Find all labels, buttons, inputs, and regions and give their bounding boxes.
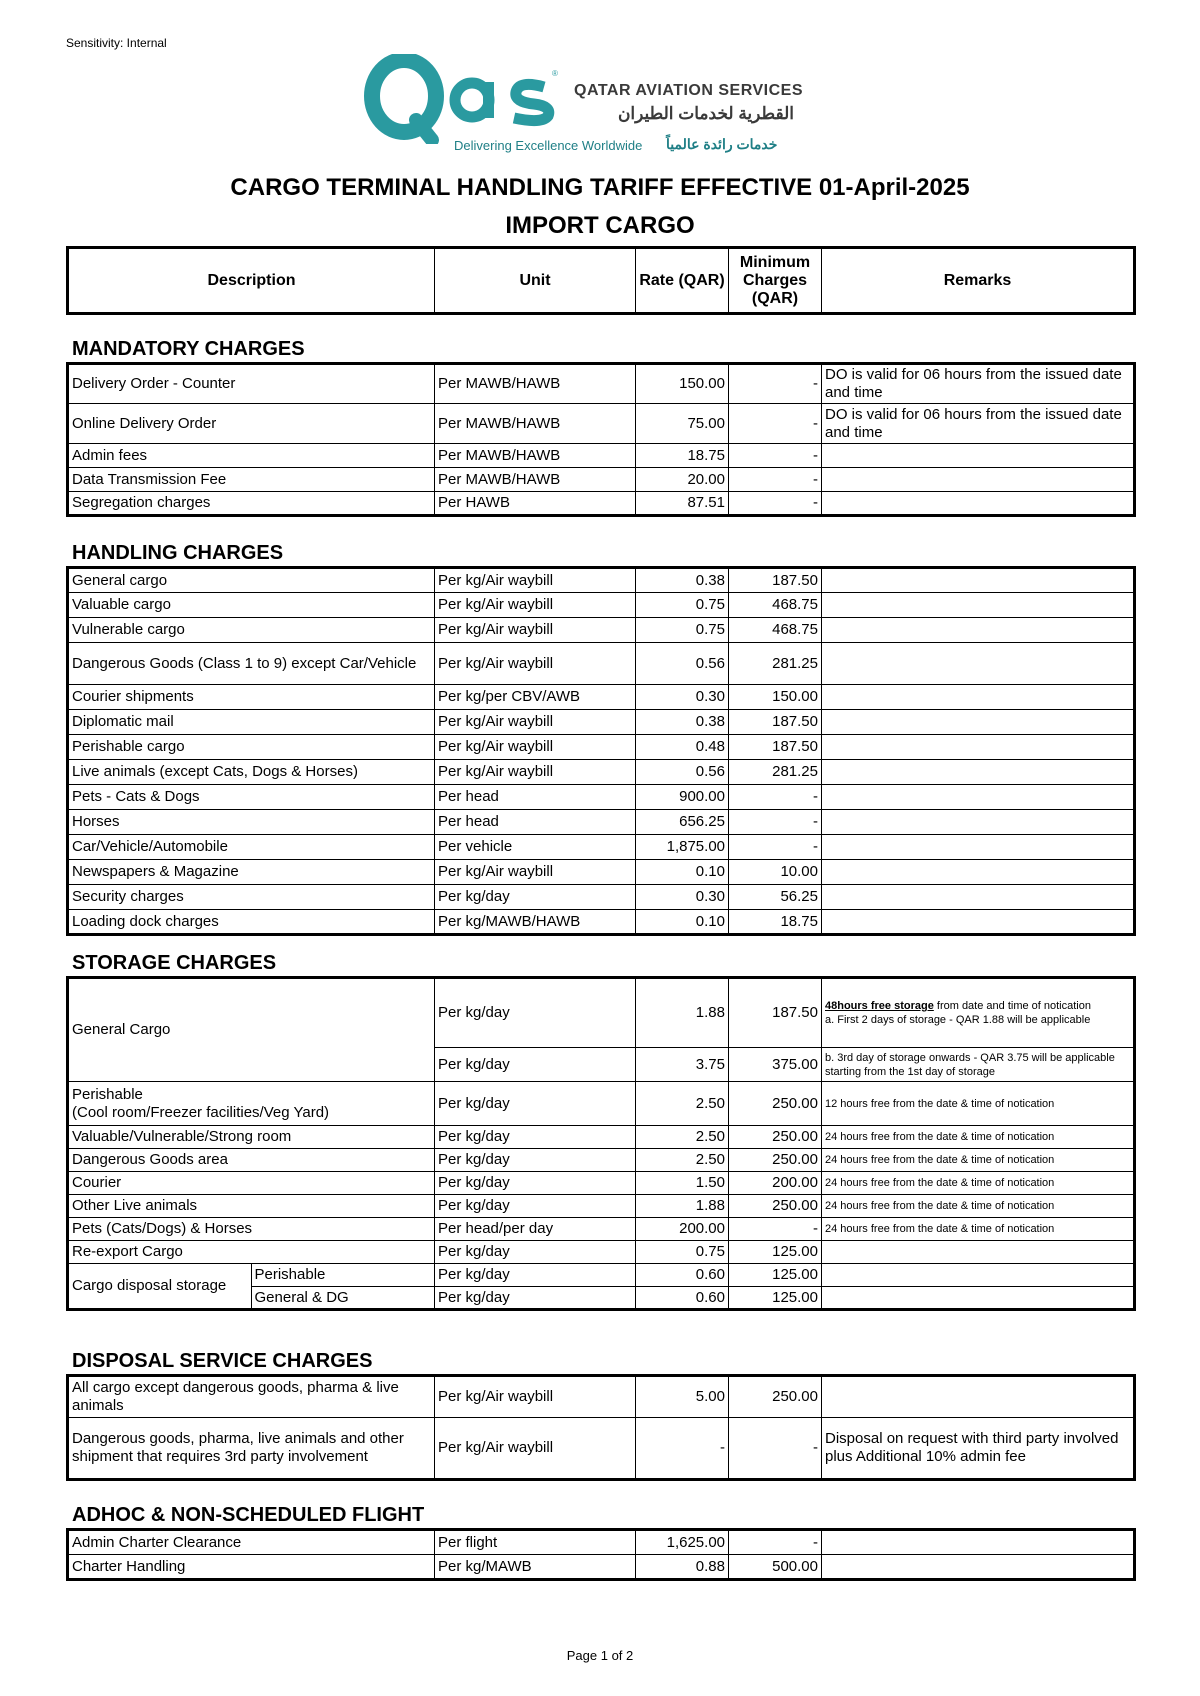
cell-unit: Per head/per day — [435, 1218, 636, 1241]
cell-remarks — [822, 1241, 1135, 1264]
cell-minimum: 187.50 — [729, 978, 822, 1048]
table-row — [68, 1530, 1135, 1555]
cell-minimum: 56.25 — [729, 885, 822, 910]
cell-unit: Per MAWB/HAWB — [435, 468, 636, 492]
cell-rate: 1.88 — [636, 1195, 729, 1218]
page-number: Page 1 of 2 — [566, 1648, 634, 1663]
company-name-en: QATAR AVIATION SERVICES — [574, 82, 803, 99]
cell-remarks: Disposal on request with third party involved plus Additional 10% admin fee — [822, 1418, 1135, 1480]
cell-unit: Per kg/MAWB — [435, 1555, 636, 1580]
section-heading: STORAGE CHARGES — [72, 952, 277, 974]
cell-minimum: - — [729, 444, 822, 468]
cell-remarks — [822, 978, 1135, 1048]
svg-text:®: ® — [552, 69, 558, 78]
cell-rate: 18.75 — [636, 444, 729, 468]
cell-remarks: 24 hours free from the date & time of notication — [822, 1126, 1135, 1149]
table-row — [68, 735, 1135, 760]
cell-unit: Per kg/day — [435, 1172, 636, 1195]
cell-rate: 0.10 — [636, 910, 729, 935]
cell-unit: Per kg/day — [435, 1241, 636, 1264]
cell-rate: 1,875.00 — [636, 835, 729, 860]
cell-minimum: 468.75 — [729, 593, 822, 618]
cell-subcategory: General & DG — [251, 1287, 435, 1310]
section-heading: DISPOSAL SERVICE CHARGES — [72, 1350, 373, 1372]
cell-unit: Per HAWB — [435, 492, 636, 516]
table-row — [68, 492, 1135, 516]
section-heading: HANDLING CHARGES — [72, 542, 284, 564]
cell-description — [68, 1082, 435, 1126]
table-row — [68, 785, 1135, 810]
table-row — [68, 1241, 1135, 1264]
cell-rate: 0.75 — [636, 1241, 729, 1264]
cell-remarks — [822, 760, 1135, 785]
cell-unit: Per head — [435, 785, 636, 810]
cell-minimum: 281.25 — [729, 643, 822, 685]
cell-minimum: 250.00 — [729, 1149, 822, 1172]
cell-rate: - — [636, 1418, 729, 1480]
cell-unit: Per head — [435, 810, 636, 835]
col-minimum: Minimum Charges (QAR) — [729, 248, 822, 314]
cell-description: Perishable cargo — [68, 735, 435, 760]
cell-description: Charter Handling — [68, 1555, 435, 1580]
cell-rate: 656.25 — [636, 810, 729, 835]
cell-description: Data Transmission Fee — [68, 468, 435, 492]
cell-unit: Per kg/day — [435, 1264, 636, 1287]
cell-unit: Per kg/day — [435, 1126, 636, 1149]
cell-remarks — [822, 618, 1135, 643]
cell-remarks — [822, 468, 1135, 492]
cell-minimum: 187.50 — [729, 710, 822, 735]
cell-unit: Per kg/day — [435, 1287, 636, 1310]
table-row — [68, 810, 1135, 835]
cell-minimum: - — [729, 835, 822, 860]
col-unit: Unit — [435, 248, 636, 314]
cell-unit: Per MAWB/HAWB — [435, 444, 636, 468]
page-subtitle: IMPORT CARGO — [505, 212, 695, 239]
table-row — [68, 364, 1135, 404]
cell-remarks — [822, 593, 1135, 618]
cell-remarks — [822, 568, 1135, 593]
table-row — [68, 1195, 1135, 1218]
cell-remarks: DO is valid for 06 hours from the issued date and time — [822, 364, 1135, 404]
disposal-service-table — [66, 1374, 1136, 1481]
cell-remarks — [822, 710, 1135, 735]
table-row — [68, 1555, 1135, 1580]
cell-minimum: 250.00 — [729, 1082, 822, 1126]
table-row — [68, 593, 1135, 618]
col-rate: Rate (QAR) — [636, 248, 729, 314]
cell-description: Dangerous Goods (Class 1 to 9) except Car/Vehicle — [68, 643, 435, 685]
cell-description: Re-export Cargo — [68, 1241, 435, 1264]
cell-remarks: 12 hours free from the date & time of notication — [822, 1082, 1135, 1126]
table-row — [68, 1418, 1135, 1480]
cell-minimum: - — [729, 810, 822, 835]
cell-unit: Per kg/Air waybill — [435, 760, 636, 785]
cell-unit: Per kg/day — [435, 1048, 636, 1082]
cell-unit: Per kg/Air waybill — [435, 568, 636, 593]
table-row — [68, 404, 1135, 444]
cell-minimum: 10.00 — [729, 860, 822, 885]
cell-description: Other Live animals — [68, 1195, 435, 1218]
table-row — [68, 910, 1135, 935]
cell-rate: 5.00 — [636, 1376, 729, 1418]
cell-unit: Per kg/per CBV/AWB — [435, 685, 636, 710]
section-heading: MANDATORY CHARGES — [72, 338, 305, 360]
cell-rate: 3.75 — [636, 1048, 729, 1082]
cell-description: Delivery Order - Counter — [68, 364, 435, 404]
cell-remarks — [822, 785, 1135, 810]
cell-minimum: 250.00 — [729, 1376, 822, 1418]
col-description: Description — [68, 248, 435, 314]
col-remarks: Remarks — [822, 248, 1135, 314]
qas-logo-mark — [364, 54, 574, 144]
description-line: (Cool room/Freezer facilities/Veg Yard) — [72, 1103, 330, 1121]
cell-rate: 75.00 — [636, 404, 729, 444]
cell-remarks: 24 hours free from the date & time of notication — [822, 1172, 1135, 1195]
cell-minimum: 200.00 — [729, 1172, 822, 1195]
table-row — [68, 860, 1135, 885]
cell-rate: 200.00 — [636, 1218, 729, 1241]
cell-subcategory: Perishable — [251, 1264, 435, 1287]
cell-unit: Per kg/Air waybill — [435, 618, 636, 643]
cell-description: Courier shipments — [68, 685, 435, 710]
cell-rate: 900.00 — [636, 785, 729, 810]
cell-rate: 2.50 — [636, 1126, 729, 1149]
cell-remarks: DO is valid for 06 hours from the issued date and time — [822, 404, 1135, 444]
cell-remarks: 24 hours free from the date & time of notication — [822, 1218, 1135, 1241]
cell-remarks — [822, 685, 1135, 710]
cell-remarks — [822, 444, 1135, 468]
cell-rate: 0.56 — [636, 760, 729, 785]
cell-unit: Per kg/MAWB/HAWB — [435, 910, 636, 935]
table-row — [68, 1376, 1135, 1418]
sensitivity-label: Sensitivity: Internal — [66, 36, 167, 50]
table-row — [68, 1126, 1135, 1149]
cell-remarks — [822, 1555, 1135, 1580]
cell-remarks — [822, 1287, 1135, 1310]
table-row — [68, 468, 1135, 492]
company-logo — [364, 54, 824, 164]
table-row — [68, 1082, 1135, 1126]
cell-rate: 0.60 — [636, 1264, 729, 1287]
cell-unit: Per kg/day — [435, 885, 636, 910]
table-row — [68, 835, 1135, 860]
cell-description: All cargo except dangerous goods, pharma & live animals — [68, 1376, 435, 1418]
cell-remarks — [822, 1530, 1135, 1555]
cell-minimum: 281.25 — [729, 760, 822, 785]
cell-rate: 1,625.00 — [636, 1530, 729, 1555]
adhoc-table — [66, 1528, 1136, 1581]
handling-table — [66, 566, 1136, 936]
cell-rate: 87.51 — [636, 492, 729, 516]
cell-remarks — [822, 835, 1135, 860]
cell-description: General cargo — [68, 568, 435, 593]
table-row — [68, 978, 1135, 1048]
table-row — [68, 444, 1135, 468]
cell-remarks: 24 hours free from the date & time of notication — [822, 1195, 1135, 1218]
cell-description: Newspapers & Magazine — [68, 860, 435, 885]
cell-minimum: 125.00 — [729, 1241, 822, 1264]
cell-rate: 20.00 — [636, 468, 729, 492]
mandatory-table — [66, 362, 1136, 517]
storage-table — [66, 976, 1136, 1311]
cell-remarks: b. 3rd day of storage onwards - QAR 3.75 will be applicable starting from the 1st day of storage — [822, 1048, 1135, 1082]
table-row — [68, 710, 1135, 735]
cell-rate: 1.88 — [636, 978, 729, 1048]
page-title: CARGO TERMINAL HANDLING TARIFF EFFECTIVE 01-April-2025 — [230, 174, 970, 201]
cell-unit: Per kg/Air waybill — [435, 643, 636, 685]
cell-minimum: 250.00 — [729, 1126, 822, 1149]
company-name-ar: القطرية لخدمات الطيران — [617, 104, 794, 123]
cell-description: Valuable/Vulnerable/Strong room — [68, 1126, 435, 1149]
cell-description: Vulnerable cargo — [68, 618, 435, 643]
cell-rate: 2.50 — [636, 1082, 729, 1126]
table-row — [68, 1264, 1135, 1287]
cell-unit: Per MAWB/HAWB — [435, 364, 636, 404]
cell-remarks — [822, 810, 1135, 835]
cell-minimum: 468.75 — [729, 618, 822, 643]
cell-description: Admin Charter Clearance — [68, 1530, 435, 1555]
cell-rate: 0.88 — [636, 1555, 729, 1580]
cell-unit: Per kg/Air waybill — [435, 860, 636, 885]
cell-remarks — [822, 735, 1135, 760]
cell-description: Online Delivery Order — [68, 404, 435, 444]
cell-description: Cargo disposal storage — [68, 1264, 252, 1310]
cell-unit: Per kg/day — [435, 1195, 636, 1218]
cell-unit: Per kg/Air waybill — [435, 593, 636, 618]
table-row — [68, 1218, 1135, 1241]
remark-underlined: 48hours free storage — [825, 1000, 934, 1012]
cell-rate: 0.75 — [636, 593, 729, 618]
cell-rate: 0.10 — [636, 860, 729, 885]
cell-remarks — [822, 643, 1135, 685]
table-row — [68, 1149, 1135, 1172]
cell-minimum: 125.00 — [729, 1264, 822, 1287]
remark-text: from date and time of notication — [933, 1000, 1091, 1012]
cell-remarks — [822, 910, 1135, 935]
table-row — [68, 643, 1135, 685]
cell-minimum: - — [729, 1530, 822, 1555]
cell-rate: 150.00 — [636, 364, 729, 404]
cell-unit: Per flight — [435, 1530, 636, 1555]
cell-description: Admin fees — [68, 444, 435, 468]
header-table — [66, 246, 1136, 315]
table-row — [68, 618, 1135, 643]
cell-remarks — [822, 492, 1135, 516]
cell-remarks — [822, 1264, 1135, 1287]
description-line: Perishable — [72, 1085, 143, 1103]
cell-remarks: 24 hours free from the date & time of notication — [822, 1149, 1135, 1172]
cell-rate: 0.30 — [636, 885, 729, 910]
cell-description: Security charges — [68, 885, 435, 910]
cell-rate: 1.50 — [636, 1172, 729, 1195]
cell-description: Courier — [68, 1172, 435, 1195]
table-row — [68, 760, 1135, 785]
cell-minimum: - — [729, 1218, 822, 1241]
cell-unit: Per vehicle — [435, 835, 636, 860]
tagline-en: Delivering Excellence Worldwide — [454, 138, 643, 153]
cell-minimum: 250.00 — [729, 1195, 822, 1218]
cell-description: Loading dock charges — [68, 910, 435, 935]
cell-minimum: 500.00 — [729, 1555, 822, 1580]
cell-unit: Per kg/Air waybill — [435, 1418, 636, 1480]
cell-rate: 0.38 — [636, 568, 729, 593]
section-heading: ADHOC & NON-SCHEDULED FLIGHT — [72, 1504, 425, 1526]
cell-description: Dangerous goods, pharma, live animals and other shipment that requires 3rd party involvement — [68, 1418, 435, 1480]
table-row — [68, 685, 1135, 710]
cell-minimum: 187.50 — [729, 568, 822, 593]
cell-unit: Per kg/Air waybill — [435, 735, 636, 760]
cell-rate: 2.50 — [636, 1149, 729, 1172]
cell-remarks — [822, 885, 1135, 910]
cell-description: Pets (Cats/Dogs) & Horses — [68, 1218, 435, 1241]
cell-unit: Per kg/day — [435, 978, 636, 1048]
cell-description: Car/Vehicle/Automobile — [68, 835, 435, 860]
cell-minimum: 125.00 — [729, 1287, 822, 1310]
cell-description: Valuable cargo — [68, 593, 435, 618]
cell-description: Live animals (except Cats, Dogs & Horses) — [68, 760, 435, 785]
cell-unit: Per kg/Air waybill — [435, 1376, 636, 1418]
table-row — [68, 568, 1135, 593]
cell-minimum: - — [729, 364, 822, 404]
cell-rate: 0.60 — [636, 1287, 729, 1310]
cell-minimum: 18.75 — [729, 910, 822, 935]
cell-minimum: - — [729, 468, 822, 492]
cell-rate: 0.38 — [636, 710, 729, 735]
cell-unit: Per MAWB/HAWB — [435, 404, 636, 444]
cell-minimum: 187.50 — [729, 735, 822, 760]
cell-unit: Per kg/day — [435, 1149, 636, 1172]
cell-description: Segregation charges — [68, 492, 435, 516]
cell-unit: Per kg/Air waybill — [435, 710, 636, 735]
cell-description: Diplomatic mail — [68, 710, 435, 735]
cell-minimum: - — [729, 492, 822, 516]
cell-remarks — [822, 860, 1135, 885]
cell-minimum: - — [729, 1418, 822, 1480]
cell-description: General Cargo — [68, 978, 435, 1082]
remark-text: a. First 2 days of storage - QAR 1.88 will be applicable — [825, 1014, 1091, 1026]
cell-rate: 0.30 — [636, 685, 729, 710]
cell-rate: 0.75 — [636, 618, 729, 643]
cell-minimum: - — [729, 785, 822, 810]
table-row — [68, 1172, 1135, 1195]
cell-rate: 0.48 — [636, 735, 729, 760]
cell-minimum: - — [729, 404, 822, 444]
cell-minimum: 150.00 — [729, 685, 822, 710]
tagline-ar: خدمات رائدة عالمياً — [666, 136, 778, 152]
cell-rate: 0.56 — [636, 643, 729, 685]
cell-minimum: 375.00 — [729, 1048, 822, 1082]
table-row — [68, 885, 1135, 910]
cell-remarks — [822, 1376, 1135, 1418]
cell-description: Horses — [68, 810, 435, 835]
cell-description: Dangerous Goods area — [68, 1149, 435, 1172]
cell-unit: Per kg/day — [435, 1082, 636, 1126]
cell-description: Pets - Cats & Dogs — [68, 785, 435, 810]
